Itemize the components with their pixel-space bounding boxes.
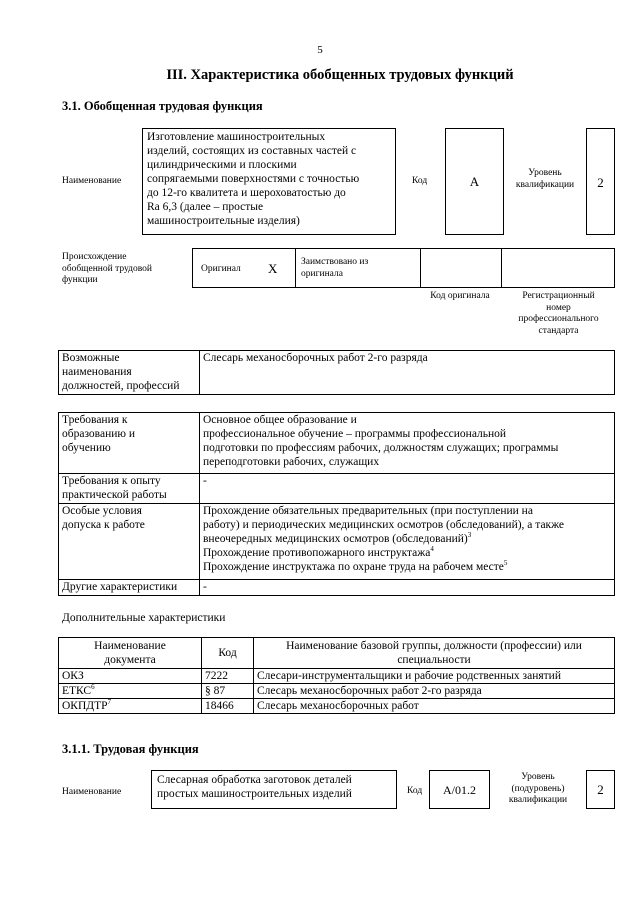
special-line: Прохождение противопожарного инструктажа [203,547,431,559]
row-name: Слесарь механосборочных работ 2-го разряда [254,684,615,699]
education-label-line: Требования к [62,414,128,426]
footnote-ref: 5 [503,559,508,568]
section-title: III. Характеристика обобщенных трудовых функций [166,67,514,83]
tf-code-box [429,770,490,809]
row-doc [59,669,202,684]
gtf-name-box [142,128,396,235]
gtf-origin-label [62,252,152,287]
tf-name-line: Слесарная обработка заготовок деталей [157,774,352,786]
gtf-code-box [445,128,504,235]
footnote-ref: 4 [430,545,434,554]
special-label-line: допуска к работе [62,519,145,531]
row-doc [59,699,202,714]
additional-table [58,637,615,714]
header-doc [59,638,202,669]
tf-level-label [498,772,578,807]
header-name-line: специальности [397,654,471,666]
table-row [59,684,615,699]
additional-title: Дополнительные характеристики [62,612,226,624]
positions-value: Слесарь механосборочных работ 2-го разряда [200,351,615,395]
tf-name-label: Наименование [62,787,122,797]
gtf-borrowed-label [301,257,368,280]
gtf-reg-number-label [502,291,615,337]
special-label-line: Особые условия [62,505,142,517]
tf-code-label: Код [407,786,423,796]
header-name-line: Наименование базовой группы, должности (профессии) или [286,640,582,652]
positions-label-line: Возможные [62,352,120,364]
gtf-code-value: А [469,174,480,189]
gtf-original-mark: X [268,261,278,276]
row-doc-text: ОКЗ [62,670,84,682]
table-row [59,669,615,684]
requirements-table [58,412,615,596]
gtf-level-label [505,168,585,191]
header-code: Код [202,638,254,669]
footnote-ref: 6 [91,683,95,692]
row-code: 7222 [202,669,254,684]
tf-level-line: (подуровень) [511,783,565,794]
header-name [254,638,615,669]
tf-name-line: простых машиностроительных изделий [157,788,352,800]
gtf-borrowed-label-line: оригинала [301,268,343,279]
footnote-ref: 7 [107,698,112,707]
page-number: 5 [317,44,323,56]
special-line: внеочередных медицинских осмотров (обследований) [203,533,468,545]
experience-label [59,474,200,504]
gtf-code-label: Код [412,176,428,186]
education-line: профессиональное обучение – программы профессиональной [203,428,507,440]
tf-level-value: 2 [597,782,604,797]
gtf-name-line: Ra 6,3 (далее – простые [147,201,264,213]
gtf-reg-number-line: стандарта [538,325,579,336]
gtf-origin-label-line: функции [62,275,98,285]
tf-subtitle: 3.1.1. Трудовая функция [62,742,199,756]
gtf-name-label: Наименование [62,176,122,186]
gtf-code-original-label: Код оригинала [430,291,490,301]
experience-label-line: практической работы [62,489,167,501]
gtf-name-line: изделий, состоящих из составных частей с [147,145,357,157]
gtf-reg-number-line: Регистрационный [522,291,595,301]
education-line: переподготовки рабочих, служащих [203,456,380,468]
header-doc-line: Наименование [94,640,166,652]
special-line-with-ref [203,532,611,546]
gtf-borrowed-label-line: Заимствовано из [301,257,369,267]
row-name: Слесарь механосборочных работ [254,699,615,714]
special-line: работу) и периодических медицинских осмотров (обследований), а также [203,519,565,531]
header-doc-line: документа [104,654,156,666]
row-doc-text: ОКПДТР [62,700,108,712]
special-label [59,504,200,580]
gtf-reg-number-line: номер [546,302,571,313]
experience-label-line: Требования к опыту [62,475,161,487]
row-doc-text: ЕТКС [62,685,92,697]
gtf-name-line: до 12-го квалитета и шероховатостью до [147,187,346,199]
tf-level-line: Уровень [521,772,555,782]
tf-code-value: А/01.2 [443,783,476,797]
special-value [200,504,615,580]
special-line: Прохождение инструктажа по охране труда на рабочем месте [203,561,504,573]
positions-label [59,351,200,395]
gtf-name-line: сопрягаемыми поверхностями с точностью [147,173,360,185]
row-doc [59,684,202,699]
row-code: 18466 [202,699,254,714]
education-label-line: образованию и [62,428,135,440]
special-line-with-ref [203,546,611,560]
gtf-name-line: машиностроительные изделия) [147,215,300,227]
footnote-ref: 3 [467,531,472,540]
education-line: подготовки по профессиям рабочих, должностям служащих; программы [203,442,559,454]
tf-level-box [586,770,615,809]
positions-label-line: наименования [62,366,132,378]
row-code: § 87 [202,684,254,699]
gtf-origin-label-line: Происхождение [62,252,127,262]
gtf-name-line: цилиндрическими и плоскими [147,159,297,171]
gtf-level-label-line: квалификации [515,179,575,190]
education-value [200,413,615,474]
gtf-level-label-line: Уровень [528,168,562,178]
gtf-original-label: Оригинал [201,264,241,274]
positions-label-line: должностей, профессий [62,380,180,392]
special-line-with-ref [203,560,611,574]
other-label: Другие характеристики [59,580,200,596]
gtf-subtitle: 3.1. Обобщенная трудовая функция [62,99,263,113]
gtf-level-value: 2 [597,175,604,190]
other-value: - [200,580,615,596]
tf-level-line: квалификации [508,795,568,805]
experience-value: - [200,474,615,504]
row-name: Слесари-инструментальщики и рабочие родственных занятий [254,669,615,684]
gtf-reg-number-line: профессионального [518,314,599,324]
gtf-origin-table [192,248,615,288]
special-line: Прохождение обязательных предварительных (при поступлении на [203,505,533,517]
tf-name-box [151,770,397,809]
gtf-name-line: Изготовление машиностроительных [147,131,326,143]
gtf-level-box [586,128,615,235]
gtf-origin-label-line: обобщенной трудовой [62,263,152,274]
table-row [59,699,615,714]
education-label-line: обучению [62,442,111,454]
education-label [59,413,200,474]
education-line: Основное общее образование и [203,414,357,426]
positions-table [58,350,615,395]
